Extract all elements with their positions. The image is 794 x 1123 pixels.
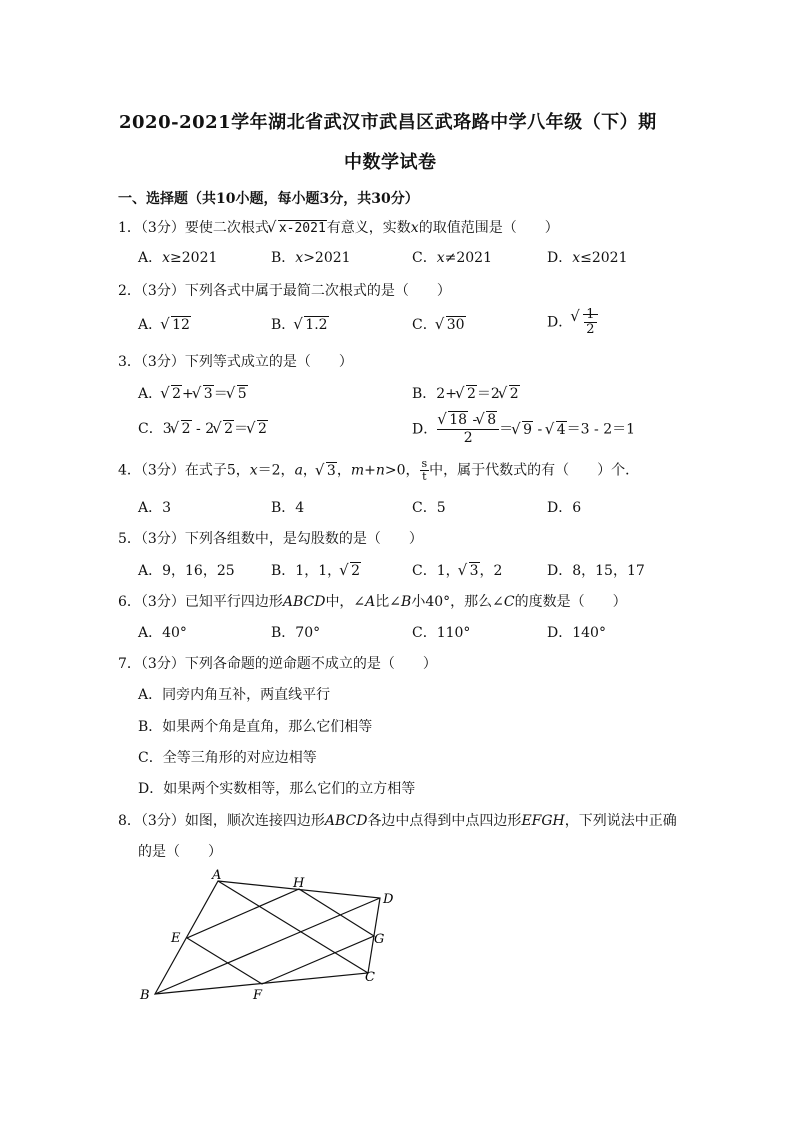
q3-option-d[interactable]: D． √ $\frac{18 -√ 8}{2}$ ＝√ 9 - √ 4＝3 - 2＝1 xyxy=(412,412,635,447)
question-3: 3．（3分）下列等式成立的是（ ） xyxy=(118,354,353,370)
q3-option-a[interactable]: A．√ 2+√ 3＝√ 5 xyxy=(138,385,248,403)
label-f: F xyxy=(253,988,263,1003)
q2-option-b[interactable]: B．√ 1.2 xyxy=(271,316,329,334)
question-6: 6．（3分）已知平行四边形ABCD中，∠A比∠B小40°，那么∠C的度数是（ ） xyxy=(118,594,627,610)
q4-option-a[interactable]: A．3 xyxy=(138,500,172,516)
label-b: B xyxy=(140,988,150,1003)
q5-option-b[interactable]: B．1，1，√ 2 xyxy=(271,562,361,580)
question-8-line-2: 的是（ ） xyxy=(138,844,222,860)
question-4: 4．（3分）在式子5，x＝2，a，√ 3，m+n>0， $\frac{s}{t}$ 中，属于代数式的有（ ）个． xyxy=(118,458,639,483)
q5-option-c[interactable]: C．1，√ 3，2 xyxy=(412,562,502,580)
question-7: 7．（3分）下列各命题的逆命题不成立的是（ ） xyxy=(118,656,437,672)
q6-option-d[interactable]: D．140° xyxy=(547,625,606,641)
label-d: D xyxy=(383,892,394,907)
q6-option-a[interactable]: A．40° xyxy=(138,625,187,641)
q5-option-d[interactable]: D．8，15，17 xyxy=(547,563,645,579)
q6-option-b[interactable]: B．70° xyxy=(271,625,321,641)
question-2: 2．（3分）下列各式中属于最简二次根式的是（ ） xyxy=(118,283,451,299)
title-line-1: 2020-2021学年湖北省武汉市武昌区武珞路中学八年级（下）期 xyxy=(119,112,657,133)
q4-option-b[interactable]: B．4 xyxy=(271,500,305,516)
section-heading: 一、选择题（共10小题，每小题3分，共30分） xyxy=(118,191,419,207)
q7-option-c[interactable]: C．全等三角形的对应边相等 xyxy=(138,750,317,766)
q6-option-c[interactable]: C．110° xyxy=(412,625,471,641)
q2-option-d[interactable]: D． √ $\frac{1}{2}$ xyxy=(547,308,598,337)
label-e: E xyxy=(171,931,181,946)
label-g: G xyxy=(374,932,385,947)
q1-option-c[interactable]: C．x≠2021 xyxy=(412,250,492,266)
q1-option-d[interactable]: D．x≤2021 xyxy=(547,250,628,266)
q3-option-b[interactable]: B．2+√ 2＝2√ 2 xyxy=(412,385,520,403)
quadrilateral-figure xyxy=(130,866,410,1011)
question-1: 1．（3分）要使二次根式√ x-2021有意义，实数x的取值范围是（ ） xyxy=(118,219,559,238)
label-h: H xyxy=(293,876,305,891)
diagonal-bd xyxy=(155,898,380,994)
label-c: C xyxy=(365,970,375,985)
q7-option-a[interactable]: A．同旁内角互补，两直线平行 xyxy=(138,687,331,703)
quadrilateral-efgh xyxy=(187,889,374,984)
question-5: 5．（3分）下列各组数中，是勾股数的是（ ） xyxy=(118,531,423,547)
q2-option-a[interactable]: A．√ 12 xyxy=(138,316,191,334)
q7-option-b[interactable]: B．如果两个角是直角，那么它们相等 xyxy=(138,719,373,735)
question-8: 8．（3分）如图，顺次连接四边形ABCD各边中点得到中点四边形EFGH，下列说法中正确 xyxy=(118,813,677,829)
q7-option-d[interactable]: D．如果两个实数相等，那么它们的立方相等 xyxy=(138,781,416,797)
q4-option-c[interactable]: C．5 xyxy=(412,500,446,516)
title-line-2: 中数学试卷 xyxy=(344,152,437,173)
label-a: A xyxy=(212,868,222,883)
q1-option-a[interactable]: A．x≥2021 xyxy=(138,250,218,266)
q4-option-d[interactable]: D．6 xyxy=(547,500,582,516)
q3-option-c[interactable]: C．3√ 2 - 2√ 2＝√ 2 xyxy=(138,420,268,438)
q5-option-a[interactable]: A．9，16，25 xyxy=(138,563,235,579)
q1-option-b[interactable]: B．x>2021 xyxy=(271,250,351,266)
q2-option-c[interactable]: C．√ 30 xyxy=(412,316,466,334)
